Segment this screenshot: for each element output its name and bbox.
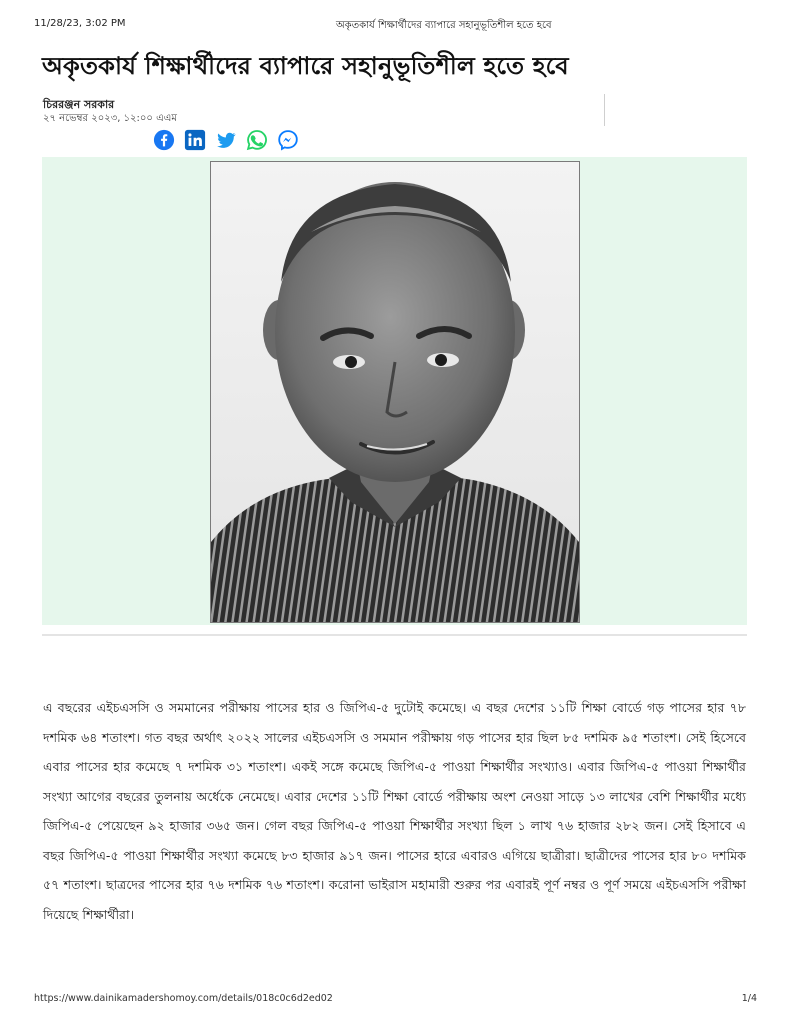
print-url: https://www.dainikamadershomoy.com/details/018c0c6d2ed02 [34, 993, 333, 1004]
header-divider [604, 94, 605, 126]
page-number: 1/4 [741, 993, 757, 1004]
image-divider [42, 634, 747, 636]
whatsapp-icon[interactable] [246, 129, 268, 151]
author-photo [210, 161, 580, 623]
twitter-icon[interactable] [215, 129, 237, 151]
author-name[interactable]: চিররঞ্জন সরকার [43, 98, 115, 111]
article-title: অকৃতকার্য শিক্ষার্থীদের ব্যাপারে সহানুভূতিশীল হতে হবে [42, 52, 569, 80]
print-timestamp: 11/28/23, 3:02 PM [34, 18, 126, 29]
article-body: এ বছরের এইচএসসি ও সমমানের পরীক্ষায় পাসের হার ও জিপিএ-৫ দুটোই কমেছে। এ বছর দেশের ১১টি শিক্ষা বোর্ডে গড় পাসের হার ৭৮ দশমিক ৬৪ শতাংশ। গত বছর অর্থাৎ ২০২২ সালের এইচএসসি ও সমমান পরীক্ষায় গড় পাসের হার ছিল ৮৫ দশমিক ৯৫ শতাংশ। সেই হিসেবে এবার পাসের হার কমেছে ৭ দশমিক ৩১ শতাংশ। একই সঙ্গে কমেছে জিপিএ-৫ পাওয়া শিক্ষার্থীর সংখ্যাও। এবার জিপিএ-৫ পাওয়া শিক্ষার্থীর সংখ্যা আগের বছরের তুলনায় অর্ধেকে নেমেছে। এবার দেশের ১১টি শিক্ষা বোর্ডে পরীক্ষায় অংশ নেওয়া সাড়ে ১৩ লাখের বেশি শিক্ষার্থীর মধ্যে জিপিএ-৫ পেয়েছেন ৯২ হাজার ৩৬৫ জন। গেল বছর জিপিএ-৫ পাওয়া শিক্ষার্থীর সংখ্যা ছিল ১ লাখ ৭৬ হাজার ২৮২ জন। সেই হিসাবে এ বছর জিপিএ-৫ পাওয়া শিক্ষার্থীর সংখ্যা কমেছে ৮৩ হাজার ৯১৭ জন। পাসের হারে এবারও এগিয়ে ছাত্রীরা। ছাত্রীদের পাসের হার ৮০ দশমিক ৫৭ শতাংশ। ছাত্রদের পাসের হার ৭৬ দশমিক ৭৬ শতাংশ। করোনা ভাইরাস মহামারী শুরুর পর এবারই পূর্ণ নম্বর ও পূর্ণ সময়ে এইচএসসি পরীক্ষা দিয়েছে শিক্ষার্থীরা। [43, 700, 746, 922]
facebook-icon[interactable] [153, 129, 175, 151]
share-bar [153, 129, 299, 151]
featured-image-container [42, 157, 747, 625]
linkedin-icon[interactable] [184, 129, 206, 151]
messenger-icon[interactable] [277, 129, 299, 151]
print-doc-title: অকৃতকার্য শিক্ষার্থীদের ব্যাপারে সহানুভূতিশীল হতে হবে [336, 20, 552, 31]
publish-date: ২৭ নভেম্বর ২০২৩, ১২:০০ এএম [43, 113, 177, 124]
